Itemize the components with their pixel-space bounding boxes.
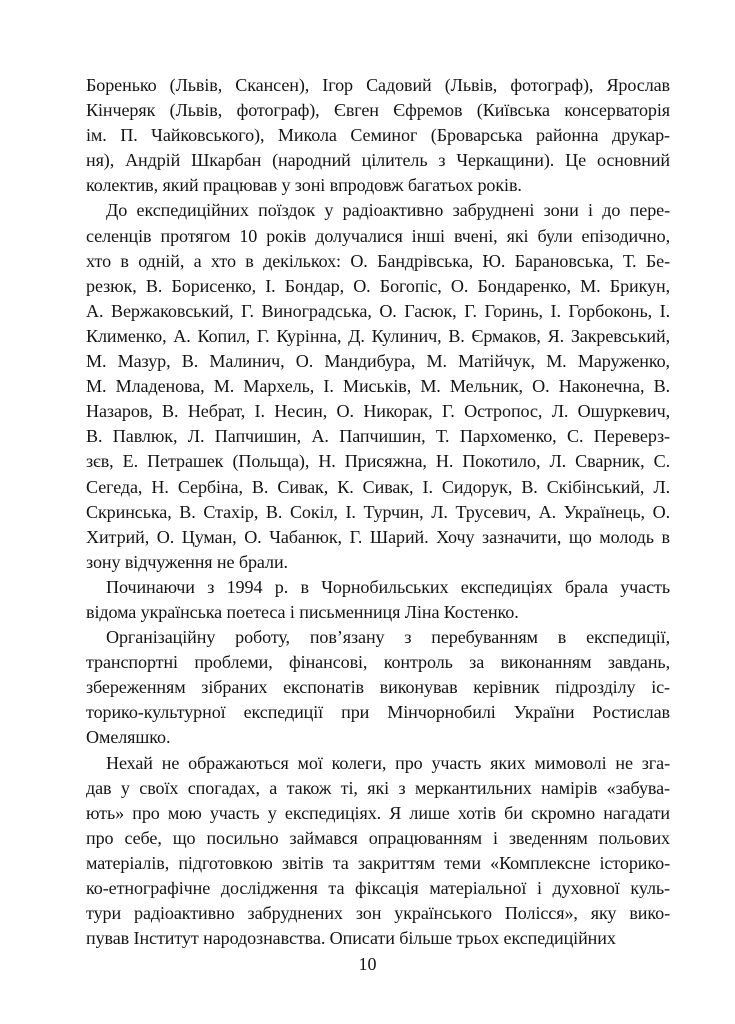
text-line: Назаров, В. Небрат, І. Несин, О. Никорак, Г. Остропос, Л. Ошуркевич, — [86, 401, 670, 422]
text-line: ім. П. Чайковського), Микола Семиног (Броварська районна друкар- — [86, 125, 670, 146]
text-line: дав у своїх спогадах, а також ті, які з меркантильних намірів «забува- — [86, 777, 670, 798]
text-line: селенців протягом 10 років долучалися інші вчені, які були епізодично, — [86, 225, 670, 246]
text-line: Кінчеряк (Львів, фотограф), Євген Єфремов (Київська консерваторія — [86, 100, 670, 121]
text-line: колектив, який працював у зоні впродовж багатьох років. — [86, 175, 522, 196]
text-line: Організаційну роботу, пов’язану з перебуванням в експедиції, — [106, 627, 670, 648]
text-line: М. Младенова, М. Мархель, І. Миськів, М. Мельник, О. Наконечна, В. — [86, 376, 670, 397]
paragraph — [86, 198, 670, 574]
text-line: ко-етнографічне дослідження та фіксація матеріальної і духовної куль- — [86, 878, 670, 898]
text-line: Хитрий, О. Цуман, О. Чабанюк, Г. Шарий. Хочу зазначити, що молодь в — [86, 526, 670, 547]
text-line: резюк, В. Борисенко, І. Бондар, О. Богопіс, О. Бондаренко, М. Брикун, — [86, 275, 670, 296]
text-line: торико-культурної експедиції при Мінчорнобилі України Ростислав — [86, 702, 670, 723]
text-line: Нехай не ображаються мої колеги, про участь яких мимоволі не зга- — [106, 752, 670, 773]
paragraph — [86, 625, 670, 750]
text-line: Омеляшко. — [86, 727, 171, 748]
text-line: До експедиційних поїздок у радіоактивно забруднені зони і до пере- — [106, 200, 670, 221]
paragraph — [86, 73, 670, 198]
text-line: М. Мазур, В. Малинич, О. Мандибура, М. Матійчук, М. Маруженко, — [86, 351, 670, 372]
text-line: А. Вержаковський, Г. Виноградська, О. Гасюк, Г. Горинь, І. Горбоконь, І. — [86, 300, 670, 321]
text-line: тури радіоактивно забруднених зон українського Полісся», яку вико- — [86, 903, 670, 924]
paragraph — [86, 751, 670, 952]
text-line: про себе, що посильно займався опрацюванням і зведенням польових — [86, 827, 670, 848]
text-line: ють» про мою участь у експедиціях. Я лише хотів би скромно нагадати — [86, 802, 670, 823]
text-line: Клименко, А. Копил, Г. Курінна, Д. Кулинич, В. Єрмаков, Я. Закревський, — [86, 325, 670, 346]
page-number: 10 — [358, 954, 377, 974]
text-line: відома українська поетеса і письменниця Ліна Костенко. — [86, 601, 519, 622]
text-line: пував Інститут народознавства. Описати більше трьох експедиційних — [86, 928, 616, 949]
text-line: зєв, Е. Петрашек (Польща), Н. Присяжна, Н. Покотило, Л. Сварник, С. — [86, 451, 670, 472]
text-line: транспортні проблеми, фінансові, контроль за виконанням завдань, — [86, 652, 670, 673]
paragraph — [86, 575, 670, 625]
text-line: Скринська, В. Стахір, В. Сокіл, І. Турчин, Л. Трусевич, А. Українець, О. — [86, 501, 670, 522]
text-line: зону відчуження не брали. — [86, 551, 288, 572]
body-text — [86, 73, 670, 951]
text-line: хто в одній, а хто в декількох: О. Бандрівська, Ю. Барановська, Т. Бе- — [86, 250, 670, 271]
text-line: збереженням зібраних експонатів виконував керівник підрозділу іс- — [86, 677, 670, 698]
text-line: ня), Андрій Шкарбан (народний цілитель з Черкащини). Це основний — [86, 150, 670, 171]
text-line: Боренько (Львів, Скансен), Ігор Садовий (Львів, фотограф), Ярослав — [86, 75, 670, 95]
document-page — [86, 73, 670, 951]
text-line: В. Павлюк, Л. Папчишин, А. Папчишин, Т. Пархоменко, С. Переверз- — [86, 426, 670, 447]
text-line: Сегеда, Н. Сербіна, В. Сивак, К. Сивак, І. Сидорук, В. Скібінський, Л. — [86, 476, 670, 497]
text-line: Починаючи з 1994 р. в Чорнобильських експедиціях брала участь — [106, 576, 670, 597]
text-line: матеріалів, підготовкою звітів та закриттям теми «Комплексне історико- — [86, 852, 670, 873]
